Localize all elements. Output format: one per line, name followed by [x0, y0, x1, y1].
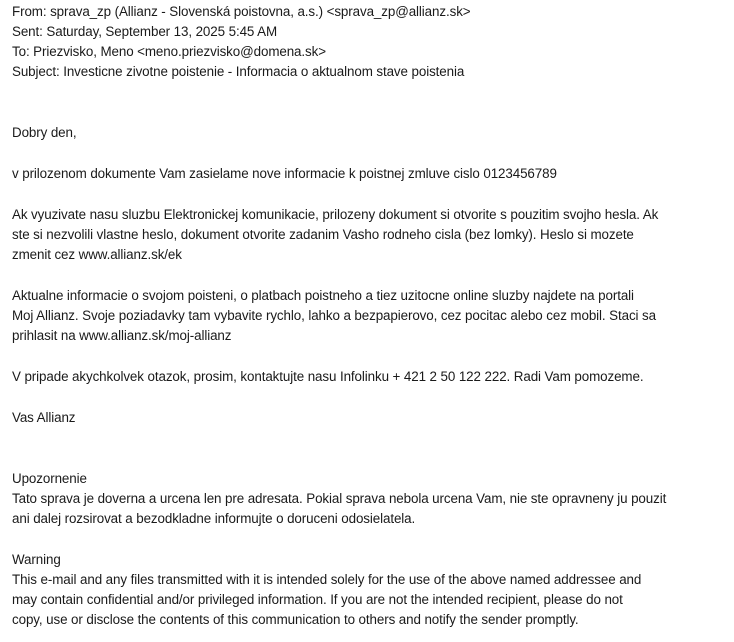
- signature-text: Vas Allianz: [12, 410, 76, 425]
- notice-line: This e-mail and any files transmitted with it is intended solely for the use of the above named addressee and: [12, 572, 642, 587]
- paragraph-contact: [12, 367, 734, 387]
- paragraph-line: Aktualne informacie o svojom poisteni, o platbach poistneho a tiez uzitocne online sluzby najdete na portali: [12, 288, 634, 303]
- signature: [12, 408, 734, 428]
- greeting: [12, 123, 734, 143]
- paragraph-line: Ak vyuzivate nasu sluzbu Elektronickej komunikacie, prilozeny dokument si otvorite s pouzitim svojho hesla. Ak: [12, 207, 659, 222]
- email-header: [12, 2, 734, 82]
- notice-slovak: [12, 469, 734, 529]
- paragraph-password: [12, 205, 734, 265]
- notice-english: [12, 550, 734, 630]
- paragraph-line: v prilozenom dokumente Vam zasielame nove informacie k poistnej zmluve cislo 0123456789: [12, 166, 557, 181]
- header-subject: Subject: Investicne zivotne poistenie - Informacia o aktualnom stave poistenia: [12, 64, 465, 79]
- paragraph-line: Moj Allianz. Svoje poziadavky tam vybavite rychlo, lahko a bezpapierovo, cez pocitac alebo cez mobil. Staci sa: [12, 308, 656, 323]
- notice-title: Warning: [12, 552, 61, 567]
- greeting-text: Dobry den,: [12, 125, 77, 140]
- notice-line: copy, use or disclose the contents of this communication to others and notify the sender promptly.: [12, 612, 579, 627]
- notice-line: Tato sprava je doverna a urcena len pre adresata. Pokial sprava nebola urcena Vam, nie ste opravneny ju pouzit: [12, 491, 667, 506]
- paragraph-portal: [12, 286, 734, 346]
- header-from: From: sprava_zp (Allianz - Slovenská poistovna, a.s.) <sprava_zp@allianz.sk>: [12, 4, 471, 19]
- paragraph-line: V pripade akychkolvek otazok, prosim, kontaktujte nasu Infolinku + 421 2 50 122 222. Radi Vam pomozeme.: [12, 369, 644, 384]
- notice-title: Upozornenie: [12, 471, 87, 486]
- paragraph-line: ste si nezvolili vlastne heslo, dokument otvorite zadanim Vasho rodneho cisla (bez lomky). Heslo si mozete: [12, 227, 634, 242]
- paragraph-document: [12, 164, 734, 184]
- paragraph-line: prihlasit na www.allianz.sk/moj-allianz: [12, 328, 232, 343]
- header-sent: Sent: Saturday, September 13, 2025 5:45 AM: [12, 24, 278, 39]
- header-to: To: Priezvisko, Meno <meno.priezvisko@domena.sk>: [12, 44, 326, 59]
- paragraph-line: zmenit cez www.allianz.sk/ek: [12, 247, 182, 262]
- notice-line: ani dalej rozsirovat a bezodkladne informujte o doruceni odosielatela.: [12, 511, 416, 526]
- notice-line: may contain confidential and/or privileged information. If you are not the intended recipient, please do not: [12, 592, 623, 607]
